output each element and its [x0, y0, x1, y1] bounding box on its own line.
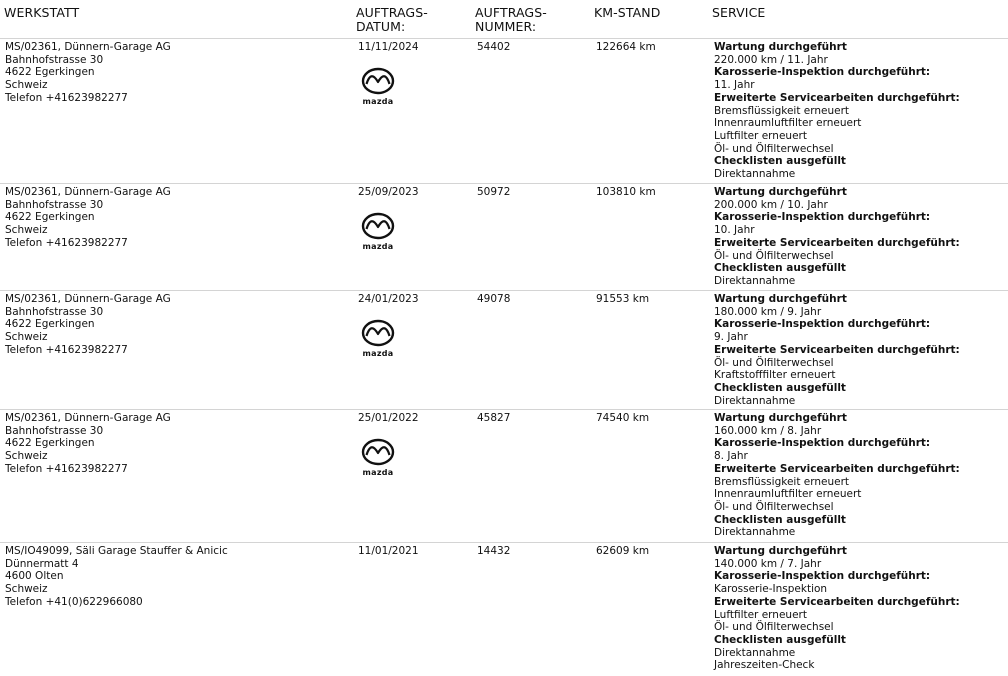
service-heading: Wartung durchgeführt	[714, 293, 847, 305]
order-number: 50972	[477, 186, 511, 198]
service-item: Bremsflüssigkeit erneuert	[714, 475, 850, 488]
workshop-line: 4600 Olten	[5, 570, 64, 583]
mazda-wordmark: mazda	[362, 468, 394, 477]
service-heading: Checklisten ausgefüllt	[714, 155, 846, 168]
workshop-line: Telefon +41623982277	[5, 91, 128, 104]
order-number: 54402	[477, 41, 511, 53]
service-item: Innenraumluftfilter erneuert	[714, 488, 862, 501]
service-item: Bremsflüssigkeit erneuert	[714, 104, 850, 117]
service-heading: Karosserie-Inspektion durchgeführt:	[714, 318, 931, 331]
workshop-address	[5, 412, 171, 476]
service-details	[714, 293, 960, 407]
workshop-address	[5, 293, 171, 357]
header-auftragsdatum	[356, 6, 428, 34]
table-row	[0, 183, 1008, 291]
service-item: Karosserie-Inspektion	[714, 583, 828, 596]
workshop-line: Bahnhofstrasse 30	[5, 305, 104, 318]
workshop-line: Schweiz	[5, 79, 48, 92]
workshop-line: MS/IO49099, Säli Garage Stauffer & Anicic	[5, 545, 228, 557]
table-row	[0, 38, 1008, 184]
service-heading: Erweiterte Servicearbeiten durchgeführt:	[714, 462, 960, 475]
service-item: Direktannahme	[714, 274, 796, 287]
order-number: 49078	[477, 293, 511, 305]
service-item: 220.000 km / 11. Jahr	[714, 53, 828, 66]
service-item: Direktannahme	[714, 526, 796, 539]
mileage: 62609 km	[596, 545, 650, 557]
order-number: 45827	[477, 412, 511, 424]
service-item: Öl- und Ölfilterwechsel	[714, 249, 834, 262]
header-auftragsnummer	[475, 6, 547, 34]
service-heading: Wartung durchgeführt	[714, 41, 847, 53]
mazda-logo	[358, 212, 398, 252]
header-label-line: AUFTRAGS-	[475, 5, 547, 20]
service-details	[714, 186, 960, 288]
header-label-line: SERVICE	[712, 5, 766, 20]
service-item: 8. Jahr	[714, 450, 748, 463]
table-row	[0, 290, 1008, 410]
order-date: 11/11/2024	[358, 41, 419, 53]
table-row	[0, 409, 1008, 543]
workshop-line: Schweiz	[5, 331, 48, 344]
service-heading: Erweiterte Servicearbeiten durchgeführt:	[714, 236, 960, 249]
service-item: Direktannahme	[714, 394, 796, 407]
workshop-line: 4622 Egerkingen	[5, 437, 95, 450]
workshop-line: Bahnhofstrasse 30	[5, 424, 104, 437]
service-item: 140.000 km / 7. Jahr	[714, 557, 822, 570]
service-item: Luftfilter erneuert	[714, 608, 807, 621]
mazda-wordmark: mazda	[362, 349, 394, 358]
order-date: 25/09/2023	[358, 186, 419, 198]
header-label-line: KM-STAND	[594, 5, 661, 20]
service-item: 160.000 km / 8. Jahr	[714, 424, 822, 437]
header-label-line: DATUM:	[356, 19, 406, 34]
header-km-stand	[594, 6, 660, 20]
workshop-line: MS/02361, Dünnern-Garage AG	[5, 186, 171, 198]
workshop-line: Dünnermatt 4	[5, 557, 79, 570]
mazda-logo	[358, 67, 398, 107]
header-label-line: WERKSTATT	[4, 5, 80, 20]
workshop-line: Bahnhofstrasse 30	[5, 53, 104, 66]
table-row	[0, 542, 1008, 676]
mazda-emblem-icon	[358, 319, 398, 349]
header-label-line: AUFTRAGS-	[356, 5, 428, 20]
service-item: 10. Jahr	[714, 224, 755, 237]
workshop-line: MS/02361, Dünnern-Garage AG	[5, 41, 171, 53]
service-heading: Erweiterte Servicearbeiten durchgeführt:	[714, 91, 960, 104]
service-item: 9. Jahr	[714, 331, 748, 344]
service-details	[714, 412, 960, 539]
workshop-line: MS/02361, Dünnern-Garage AG	[5, 412, 171, 424]
service-item: Innenraumluftfilter erneuert	[714, 117, 862, 130]
service-item: Direktannahme	[714, 646, 796, 659]
service-details	[714, 545, 960, 672]
service-heading: Karosserie-Inspektion durchgeführt:	[714, 66, 931, 79]
service-item: Öl- und Ölfilterwechsel	[714, 500, 834, 513]
service-heading: Checklisten ausgefüllt	[714, 513, 846, 526]
service-item: Kraftstofffilter erneuert	[714, 369, 836, 382]
service-details	[714, 41, 960, 181]
mazda-emblem-icon	[358, 438, 398, 468]
service-heading: Wartung durchgeführt	[714, 412, 847, 424]
mazda-wordmark: mazda	[362, 97, 394, 106]
mazda-emblem-icon	[358, 212, 398, 242]
workshop-line: Telefon +41(0)622966080	[5, 595, 143, 608]
service-heading: Erweiterte Servicearbeiten durchgeführt:	[714, 343, 960, 356]
service-item: 180.000 km / 9. Jahr	[714, 305, 822, 318]
service-heading: Checklisten ausgefüllt	[714, 381, 846, 394]
workshop-address	[5, 186, 171, 250]
service-heading: Checklisten ausgefüllt	[714, 262, 846, 275]
workshop-line: MS/02361, Dünnern-Garage AG	[5, 293, 171, 305]
service-item: Luftfilter erneuert	[714, 129, 807, 142]
service-heading: Karosserie-Inspektion durchgeführt:	[714, 211, 931, 224]
workshop-line: Telefon +41623982277	[5, 462, 128, 475]
workshop-line: 4622 Egerkingen	[5, 66, 95, 79]
mazda-emblem-icon	[358, 67, 398, 97]
mileage: 74540 km	[596, 412, 650, 424]
header-label-line: NUMMER:	[475, 19, 537, 34]
order-date: 25/01/2022	[358, 412, 419, 424]
mileage: 103810 km	[596, 186, 656, 198]
order-number: 14432	[477, 545, 511, 557]
header-service	[712, 6, 765, 20]
service-item: Öl- und Ölfilterwechsel	[714, 142, 834, 155]
workshop-line: Schweiz	[5, 583, 48, 596]
service-item: 200.000 km / 10. Jahr	[714, 198, 828, 211]
service-item: Direktannahme	[714, 168, 796, 181]
service-heading: Karosserie-Inspektion durchgeführt:	[714, 570, 931, 583]
workshop-line: 4622 Egerkingen	[5, 211, 95, 224]
header-werkstatt	[4, 6, 79, 20]
service-item: 11. Jahr	[714, 79, 755, 92]
mileage: 122664 km	[596, 41, 656, 53]
table-header	[0, 0, 1008, 39]
order-date: 24/01/2023	[358, 293, 419, 305]
workshop-line: Schweiz	[5, 450, 48, 463]
mazda-logo	[358, 438, 398, 478]
workshop-address	[5, 41, 171, 105]
workshop-line: Telefon +41623982277	[5, 343, 128, 356]
order-date: 11/01/2021	[358, 545, 419, 557]
service-heading: Checklisten ausgefüllt	[714, 633, 846, 646]
mazda-logo	[358, 319, 398, 359]
workshop-line: 4622 Egerkingen	[5, 318, 95, 331]
service-heading: Karosserie-Inspektion durchgeführt:	[714, 437, 931, 450]
mazda-wordmark: mazda	[362, 242, 394, 251]
workshop-line: Telefon +41623982277	[5, 236, 128, 249]
mileage: 91553 km	[596, 293, 650, 305]
workshop-line: Schweiz	[5, 224, 48, 237]
service-heading: Wartung durchgeführt	[714, 545, 847, 557]
service-item: Jahreszeiten-Check	[714, 659, 815, 672]
workshop-address	[5, 545, 228, 609]
service-item: Öl- und Ölfilterwechsel	[714, 356, 834, 369]
service-heading: Erweiterte Servicearbeiten durchgeführt:	[714, 595, 960, 608]
service-item: Öl- und Ölfilterwechsel	[714, 621, 834, 634]
service-heading: Wartung durchgeführt	[714, 186, 847, 198]
workshop-line: Bahnhofstrasse 30	[5, 198, 104, 211]
